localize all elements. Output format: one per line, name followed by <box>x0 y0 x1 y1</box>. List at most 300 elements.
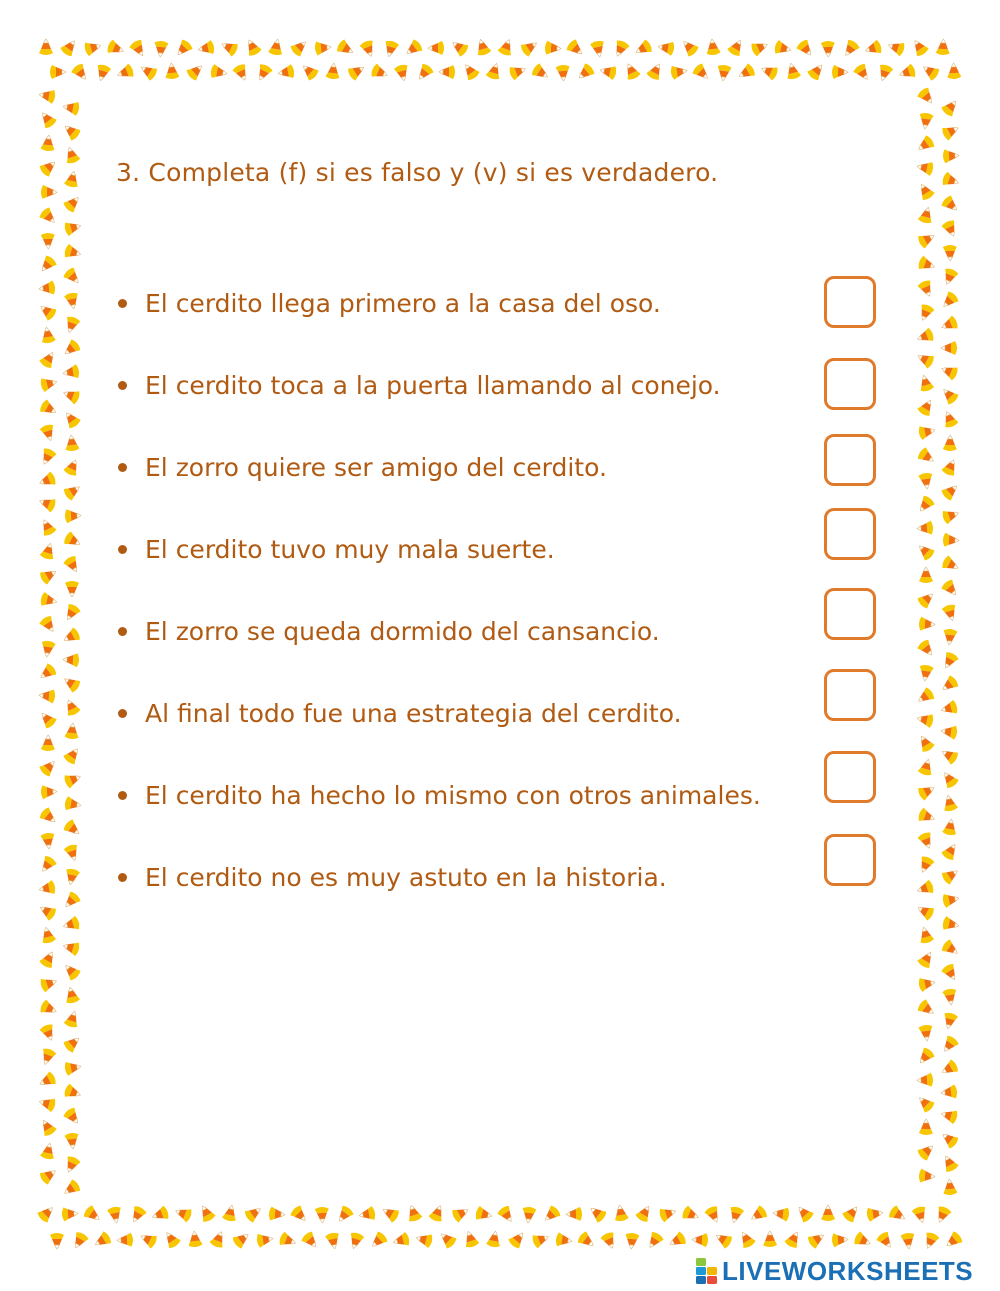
candy-corn-icon <box>335 38 356 58</box>
candy-corn-icon <box>40 1142 57 1161</box>
candy-corn-icon <box>774 40 793 57</box>
candy-corn-icon <box>909 37 930 58</box>
candy-corn-icon <box>917 1073 934 1088</box>
candy-corn-icon <box>92 1230 113 1250</box>
candy-corn-icon <box>39 999 59 1018</box>
candy-corn-icon <box>219 38 240 58</box>
candy-corn-icon <box>94 63 112 82</box>
candy-corn-icon <box>507 1229 528 1250</box>
instruction-text <box>116 158 718 187</box>
candy-corn-icon <box>37 1071 58 1091</box>
candy-corn-icon <box>644 1230 665 1251</box>
candy-corn-icon <box>566 1207 582 1222</box>
candy-corn-icon <box>622 61 641 81</box>
candy-corn-icon <box>667 1231 688 1251</box>
candy-corn-icon <box>657 40 675 56</box>
candy-corn-icon <box>876 63 894 83</box>
candy-corn-icon <box>268 38 285 56</box>
candy-corn-icon <box>821 41 836 57</box>
candy-corn-icon <box>37 1095 56 1113</box>
candy-corn-icon <box>917 521 934 536</box>
candy-corn-icon <box>39 949 59 970</box>
candy-corn-icon <box>437 1229 458 1250</box>
candy-corn-icon <box>918 112 934 130</box>
candy-corn-icon <box>917 925 935 944</box>
candy-corn-icon <box>277 64 295 81</box>
candy-corn-icon <box>565 38 586 59</box>
candy-corn-icon <box>939 745 960 765</box>
candy-corn-icon <box>545 41 562 56</box>
answer-box[interactable] <box>824 508 876 560</box>
candy-corn-icon <box>289 1204 310 1225</box>
candy-corn-icon <box>917 230 938 250</box>
bullet-icon <box>118 463 127 472</box>
candy-corn-icon <box>61 890 82 911</box>
answer-box[interactable] <box>824 669 876 721</box>
candy-corn-icon <box>39 39 53 55</box>
candy-corn-icon <box>941 1012 958 1031</box>
candy-corn-icon <box>63 243 82 261</box>
candy-corn-icon <box>915 879 935 897</box>
candy-corn-icon <box>916 711 935 728</box>
candy-corn-icon <box>243 37 263 58</box>
candy-corn-icon <box>359 39 378 59</box>
candy-corn-icon <box>917 757 935 776</box>
candy-corn-icon <box>613 1204 630 1222</box>
candy-corn-icon <box>736 1229 756 1250</box>
candy-corn-icon <box>38 280 55 296</box>
candy-corn-icon <box>64 292 81 311</box>
candy-corn-icon <box>704 1205 724 1226</box>
candy-corn-icon <box>63 457 82 477</box>
statement-text: El cerdito no es muy astuto en la historia. <box>145 862 667 892</box>
candy-corn-icon <box>62 193 83 214</box>
candy-corn-icon <box>62 364 80 380</box>
candy-corn-icon <box>942 818 959 836</box>
candy-corn-icon <box>784 62 801 81</box>
candy-corn-icon <box>210 64 228 81</box>
candy-corn-icon <box>61 409 82 430</box>
candy-corn-icon <box>62 1033 83 1054</box>
candy-corn-icon <box>128 1204 148 1225</box>
candy-corn-icon <box>915 350 936 370</box>
candy-corn-icon <box>863 39 883 57</box>
candy-corn-icon <box>185 61 206 82</box>
candy-corn-icon <box>772 1206 790 1222</box>
candy-corn-icon <box>65 581 79 597</box>
candy-corn-icon <box>300 1230 321 1251</box>
candy-corn-icon <box>38 517 58 538</box>
candy-corn-icon <box>415 1231 434 1248</box>
candy-corn-icon <box>404 1203 422 1223</box>
candy-corn-icon <box>705 38 721 56</box>
candy-corn-icon <box>916 303 935 323</box>
candy-corn-icon <box>209 1229 228 1249</box>
candy-corn-icon <box>887 1204 908 1224</box>
candy-corn-icon <box>915 327 935 346</box>
candy-corn-icon <box>942 628 958 645</box>
candy-corn-icon <box>63 986 80 1005</box>
candy-corn-icon <box>759 62 779 81</box>
candy-corn-icon <box>61 386 81 405</box>
candy-corn-icon <box>600 1231 619 1251</box>
candy-corn-icon <box>919 617 936 632</box>
candy-corn-icon <box>658 1205 678 1223</box>
candy-corn-icon <box>391 1231 410 1249</box>
candy-corn-icon <box>911 1205 929 1224</box>
candy-corn-icon <box>691 62 712 83</box>
candy-corn-icon <box>915 541 936 562</box>
candy-corn-icon <box>62 315 80 335</box>
candy-corn-icon <box>943 148 960 163</box>
candy-corn-icon <box>70 62 91 83</box>
candy-corn-icon <box>40 134 56 151</box>
candy-corn-icon <box>70 1230 90 1251</box>
candy-corn-icon <box>916 1141 937 1162</box>
candy-corn-icon <box>939 674 960 695</box>
candy-corn-icon <box>65 509 82 524</box>
candy-corn-icon <box>917 255 937 273</box>
instruction-label: Completa (f) si es falso y (v) si es verdadero. <box>148 158 719 187</box>
statement-text: Al final todo fue una estrategia del cerdito. <box>145 698 682 728</box>
candy-corn-icon <box>942 988 958 1006</box>
candy-corn-icon <box>62 1106 83 1127</box>
candy-corn-icon <box>64 1132 80 1150</box>
candy-corn-icon <box>38 1047 57 1067</box>
candy-corn-icon <box>164 62 179 79</box>
candy-corn-icon <box>919 1119 933 1135</box>
candy-corn-icon <box>368 1230 389 1251</box>
list-item <box>118 365 721 405</box>
answer-box[interactable] <box>824 434 876 486</box>
candy-corn-icon <box>940 409 959 429</box>
candy-corn-icon <box>38 157 59 178</box>
bullet-icon <box>118 545 127 554</box>
candy-corn-icon <box>875 1230 896 1251</box>
answer-box[interactable] <box>824 358 876 410</box>
candy-corn-icon <box>41 233 56 249</box>
candy-corn-icon <box>624 1232 639 1249</box>
candy-corn-icon <box>64 170 81 189</box>
candy-corn-icon <box>62 1206 79 1221</box>
candy-corn-icon <box>39 925 57 944</box>
candy-corn-icon <box>541 1204 562 1225</box>
candy-corn-icon <box>576 1230 597 1251</box>
candy-corn-icon <box>197 1203 217 1224</box>
candy-corn-icon <box>61 602 81 623</box>
candy-corn-icon <box>900 1232 916 1250</box>
candy-corn-icon <box>37 254 58 275</box>
candy-corn-icon <box>64 1060 82 1077</box>
candy-corn-icon <box>832 65 848 80</box>
answer-box[interactable] <box>824 834 876 886</box>
candy-corn-icon <box>939 1107 958 1125</box>
candy-corn-icon <box>916 446 937 467</box>
candy-corn-icon <box>939 315 959 334</box>
candy-corn-icon <box>107 1206 124 1225</box>
candy-corn-icon <box>38 88 56 105</box>
candy-corn-icon <box>936 39 951 56</box>
candy-corn-icon <box>942 1178 957 1195</box>
candy-corn-icon <box>37 471 57 490</box>
candy-corn-icon <box>393 63 411 82</box>
candy-corn-icon <box>940 481 961 502</box>
candy-corn-icon <box>83 39 102 57</box>
candy-corn-icon <box>713 1229 734 1249</box>
candy-corn-icon <box>38 757 59 778</box>
candy-corn-icon <box>63 770 83 789</box>
candy-corn-icon <box>634 1203 654 1224</box>
candy-corn-icon <box>915 1093 936 1114</box>
candy-corn-icon <box>268 1206 285 1221</box>
candy-corn-icon <box>414 62 435 83</box>
candy-corn-icon <box>646 61 666 82</box>
candy-corn-icon <box>63 843 81 863</box>
candy-corn-icon <box>37 709 58 730</box>
list-item <box>118 447 607 487</box>
candy-corn-icon <box>915 1046 936 1067</box>
candy-corn-icon <box>460 61 481 82</box>
bullet-icon <box>118 709 127 718</box>
candy-corn-icon <box>918 1024 934 1042</box>
candy-corn-icon <box>916 638 937 659</box>
candy-corn-icon <box>39 423 57 443</box>
candy-corn-icon <box>942 916 961 933</box>
candy-corn-icon <box>939 699 958 717</box>
statement-text: El cerdito ha hecho lo mismo con otros animales. <box>145 780 761 810</box>
candy-corn-icon <box>940 1084 958 1100</box>
candy-corn-icon <box>40 640 56 658</box>
bullet-icon <box>118 627 127 636</box>
candy-corn-icon <box>841 1203 862 1224</box>
candy-corn-icon <box>62 1155 81 1175</box>
candy-corn-icon <box>940 194 961 215</box>
candy-corn-icon <box>382 39 400 58</box>
candy-corn-icon <box>38 349 58 370</box>
candy-corn-icon <box>278 1231 298 1250</box>
candy-corn-icon <box>475 1206 494 1223</box>
candy-corn-icon <box>485 61 503 80</box>
candy-corn-icon <box>63 653 80 668</box>
candy-corn-icon <box>403 38 424 59</box>
candy-corn-icon <box>38 880 56 897</box>
candy-corn-icon <box>299 61 320 82</box>
candy-corn-icon <box>41 185 57 200</box>
candy-corn-icon <box>347 1231 365 1250</box>
answer-box[interactable] <box>824 588 876 640</box>
candy-corn-icon <box>138 1230 159 1250</box>
candy-corn-icon <box>821 1205 835 1221</box>
candy-corn-icon <box>918 664 934 682</box>
candy-corn-icon <box>555 1232 573 1248</box>
candy-corn-icon <box>940 865 961 886</box>
candy-corn-icon <box>795 38 816 59</box>
candy-corn-icon <box>161 1229 182 1250</box>
candy-corn-icon <box>918 423 937 440</box>
candy-corn-icon <box>943 245 958 261</box>
candy-corn-icon <box>314 40 331 56</box>
candy-corn-icon <box>736 62 757 82</box>
candy-corn-icon <box>806 61 827 82</box>
candy-corn-icon <box>254 63 274 84</box>
candy-corn-icon <box>370 63 390 82</box>
liveworksheets-watermark <box>696 1254 973 1288</box>
candy-corn-icon <box>63 1083 83 1102</box>
candy-corn-icon <box>462 1229 480 1249</box>
candy-corn-icon <box>939 290 960 311</box>
candy-corn-icon <box>681 1205 701 1224</box>
candy-corn-icon <box>358 1206 376 1223</box>
candy-corn-icon <box>917 279 936 299</box>
candy-corn-icon <box>315 1207 330 1224</box>
candy-corn-icon <box>243 1203 264 1224</box>
brand-name: LIVEWORKSHEETS <box>722 1255 974 1286</box>
candy-corn-icon <box>40 375 59 392</box>
candy-corn-icon <box>61 939 80 957</box>
candy-corn-icon <box>920 61 941 82</box>
candy-corn-icon <box>63 145 81 165</box>
candy-corn-icon <box>61 961 82 982</box>
candy-corn-icon <box>117 1233 134 1248</box>
candy-corn-icon <box>439 65 455 79</box>
candy-corn-icon <box>941 341 957 355</box>
candy-corn-icon <box>940 841 960 862</box>
candy-corn-icon <box>61 627 82 647</box>
candy-corn-icon <box>916 855 935 875</box>
list-item <box>118 693 682 733</box>
candy-corn-icon <box>750 38 770 57</box>
candy-corn-icon <box>62 697 81 717</box>
candy-corn-icon <box>187 1230 203 1247</box>
answer-box[interactable] <box>824 276 876 328</box>
candy-corn-icon <box>716 64 732 82</box>
candy-corn-icon <box>289 37 310 58</box>
candy-corn-icon <box>784 1229 804 1250</box>
candy-corn-icon <box>38 1165 59 1186</box>
candy-corn-icon <box>39 1023 58 1043</box>
candy-corn-icon <box>82 1204 103 1225</box>
candy-corn-icon <box>62 818 83 839</box>
candy-corn-icon <box>943 533 960 548</box>
candy-corn-icon <box>173 1204 193 1223</box>
candy-corn-icon <box>941 122 962 142</box>
candy-corn-icon <box>917 782 938 802</box>
candy-corn-icon <box>947 63 962 80</box>
candy-corn-icon <box>806 1229 827 1249</box>
candy-corn-icon <box>939 769 960 790</box>
candy-corn-icon <box>486 1230 503 1248</box>
candy-corn-icon <box>106 39 126 58</box>
candy-corn-icon <box>915 686 936 707</box>
statement-text: El cerdito toca a la puerta llamando al conejo. <box>145 370 721 400</box>
candy-corn-icon <box>611 39 630 59</box>
candy-corn-icon <box>61 121 82 142</box>
candy-corn-icon <box>64 796 82 812</box>
candy-corn-icon <box>940 938 961 959</box>
candy-corn-icon <box>497 37 516 57</box>
candy-corn-icon <box>941 506 961 524</box>
candy-corn-icon <box>915 902 936 922</box>
candy-corn-icon <box>941 555 962 575</box>
statement-text: El cerdito tuvo muy mala suerte. <box>145 534 555 564</box>
bullet-icon <box>118 299 127 308</box>
candy-corn-icon <box>939 362 959 381</box>
candy-corn-icon <box>918 1168 935 1183</box>
candy-corn-icon <box>940 1153 960 1174</box>
candy-corn-icon <box>232 63 252 84</box>
candy-corn-icon <box>918 472 934 490</box>
candy-corn-icon <box>173 38 194 59</box>
candy-corn-icon <box>942 891 960 908</box>
candy-corn-icon <box>197 40 215 57</box>
candy-corn-icon <box>916 397 936 418</box>
candy-corn-icon <box>915 494 936 515</box>
candy-corn-icon <box>346 61 367 81</box>
candy-corn-icon <box>115 63 135 82</box>
candy-corn-icon <box>63 868 80 887</box>
candy-corn-icon <box>575 62 596 83</box>
candy-corn-icon <box>917 373 935 392</box>
candy-corn-icon <box>62 266 83 287</box>
candy-corn-icon <box>59 37 80 58</box>
candy-corn-icon <box>231 1229 252 1250</box>
candy-corn-icon <box>599 63 618 80</box>
candy-corn-icon <box>832 1232 849 1247</box>
candy-corn-icon <box>917 807 937 826</box>
candy-corn-icon <box>62 554 82 575</box>
candy-corn-icon <box>150 1205 170 1224</box>
candy-corn-icon <box>36 1203 57 1224</box>
candy-corn-icon <box>917 831 936 851</box>
candy-corn-icon <box>38 806 59 827</box>
candy-corn-icon <box>941 457 960 477</box>
candy-corn-icon <box>915 181 935 202</box>
candy-corn-icon <box>64 434 80 451</box>
candy-corn-icon <box>633 39 654 59</box>
candy-corn-icon <box>428 1203 447 1223</box>
candy-corn-icon <box>451 1204 472 1224</box>
bullet-icon <box>118 381 127 390</box>
candy-corn-icon <box>37 662 58 683</box>
candy-corn-icon <box>128 38 148 59</box>
candy-corn-icon <box>940 962 960 983</box>
candy-corn-icon <box>40 832 56 850</box>
candy-corn-icon <box>40 592 59 609</box>
candy-corn-icon <box>63 1009 81 1029</box>
candy-corn-icon <box>530 62 551 82</box>
candy-corn-icon <box>61 1178 82 1199</box>
candy-corn-icon <box>940 267 959 287</box>
candy-corn-icon <box>915 134 936 155</box>
candy-corn-icon <box>37 901 58 921</box>
candy-corn-icon <box>915 733 935 754</box>
candy-corn-icon <box>428 41 444 55</box>
statement-text: El zorro se queda dormido del cansancio. <box>145 616 660 646</box>
candy-corn-icon <box>64 722 80 739</box>
candy-corn-icon <box>679 37 700 58</box>
liveworksheets-logo-icon <box>696 1258 718 1284</box>
candy-corn-icon <box>380 1203 401 1223</box>
list-item <box>118 529 555 569</box>
candy-corn-icon <box>939 1129 960 1150</box>
answer-box[interactable] <box>824 751 876 803</box>
candy-corn-icon <box>519 37 540 57</box>
candy-corn-icon <box>916 949 936 970</box>
candy-corn-icon <box>916 589 937 610</box>
candy-corn-icon <box>692 1233 708 1248</box>
candy-corn-icon <box>763 1231 777 1247</box>
candy-corn-icon <box>670 64 688 80</box>
